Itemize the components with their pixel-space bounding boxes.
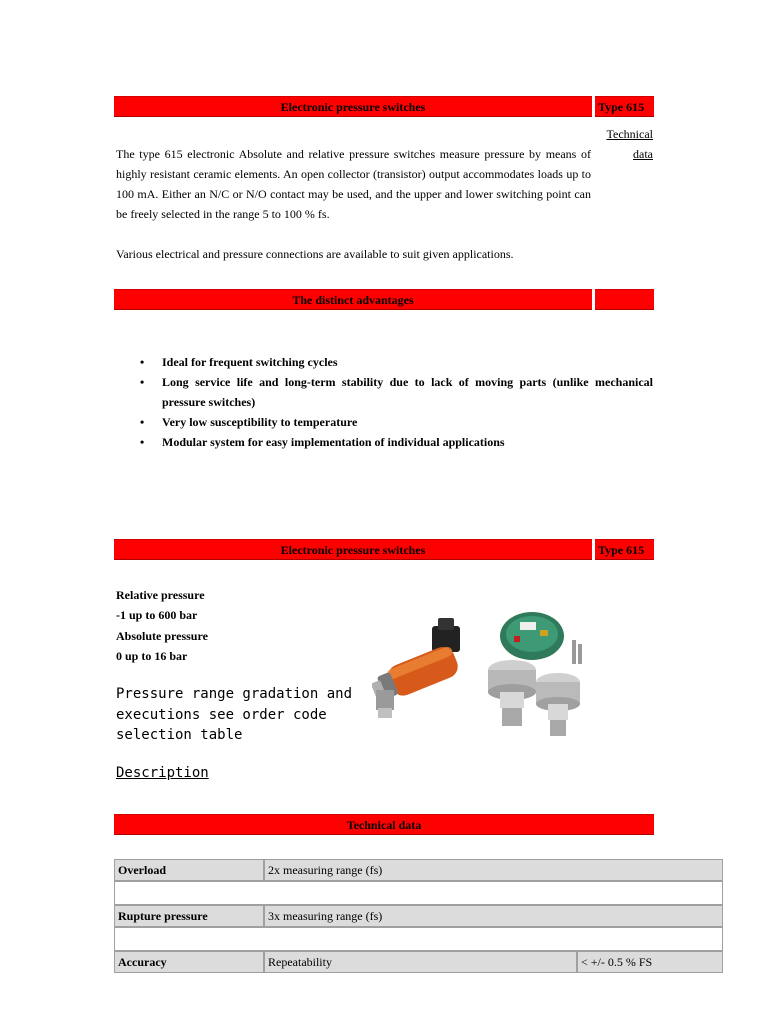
circuit-module-illustration — [500, 612, 582, 664]
list-item: • Modular system for easy implementation of individual applications — [162, 432, 653, 452]
table-row-spacer — [114, 881, 723, 905]
type-label: Type 615 — [598, 100, 645, 114]
technical-data-link[interactable] — [596, 124, 653, 164]
description-link[interactable] — [116, 763, 209, 784]
spec-relative-range: -1 up to 600 bar — [116, 608, 198, 622]
row-label: Accuracy — [114, 951, 264, 973]
description-link-label: Description — [116, 765, 209, 781]
advantages-side-cell — [595, 289, 654, 310]
type-label-header-2 — [595, 539, 654, 560]
spec-absolute-range: 0 up to 16 bar — [116, 649, 188, 663]
row-label: Overload — [114, 859, 264, 881]
product-image — [372, 608, 592, 740]
spec-relative-label: Relative pressure — [116, 588, 205, 602]
row-value: 2x measuring range (fs) — [264, 859, 723, 881]
technical-data-link-line1: Technical — [606, 127, 653, 141]
list-item: • Ideal for frequent switching cycles — [162, 352, 653, 372]
row-extra: < +/- 0.5 % FS — [577, 951, 723, 973]
spec-absolute-label: Absolute pressure — [116, 629, 208, 643]
technical-data-link-line2: data — [633, 147, 653, 161]
row-label: Rupture pressure — [114, 905, 264, 927]
advantages-list — [116, 352, 653, 452]
section-header-technical-data — [114, 814, 654, 835]
table-row — [114, 951, 723, 973]
section-title: Electronic pressure switches — [280, 543, 426, 557]
section-header-advantages — [114, 289, 592, 310]
list-item: • Very low susceptibility to temperature — [162, 412, 653, 432]
table-row — [114, 859, 723, 881]
table-row — [114, 905, 723, 927]
gradation-note: Pressure range gradation and executions see order code selection table — [116, 686, 353, 743]
type-label-header — [595, 96, 654, 117]
section-title: Electronic pressure switches — [280, 100, 426, 114]
table-row-spacer — [114, 927, 723, 951]
section-title: The distinct advantages — [292, 293, 414, 307]
type-label: Type 615 — [598, 543, 645, 557]
connections-paragraph: Various electrical and pressure connections are available to suit given applications. — [116, 247, 514, 261]
technical-data-table — [114, 859, 723, 973]
metal-fittings-illustration — [488, 660, 580, 736]
section-title: Technical data — [346, 818, 422, 832]
section-header-electronic-pressure-switches — [114, 96, 592, 117]
list-item: • Long service life and long-term stability due to lack of moving parts (unlike mechanical pressure switches) — [162, 372, 653, 412]
intro-paragraph: The type 615 electronic Absolute and relative pressure switches measure pressure by means of highly resistant ceramic elements. An open collector (transistor) output accommodates loads up to 100 mA. Either an N/C or N/O contact may be used, and the upper and lower switching point can be freely selected in the range 5 to 100 % fs. — [116, 147, 591, 221]
row-value: Repeatability — [264, 951, 577, 973]
section-header-electronic-pressure-switches-2 — [114, 539, 592, 560]
row-value: 3x measuring range (fs) — [264, 905, 723, 927]
orange-switch-illustration — [372, 618, 461, 718]
